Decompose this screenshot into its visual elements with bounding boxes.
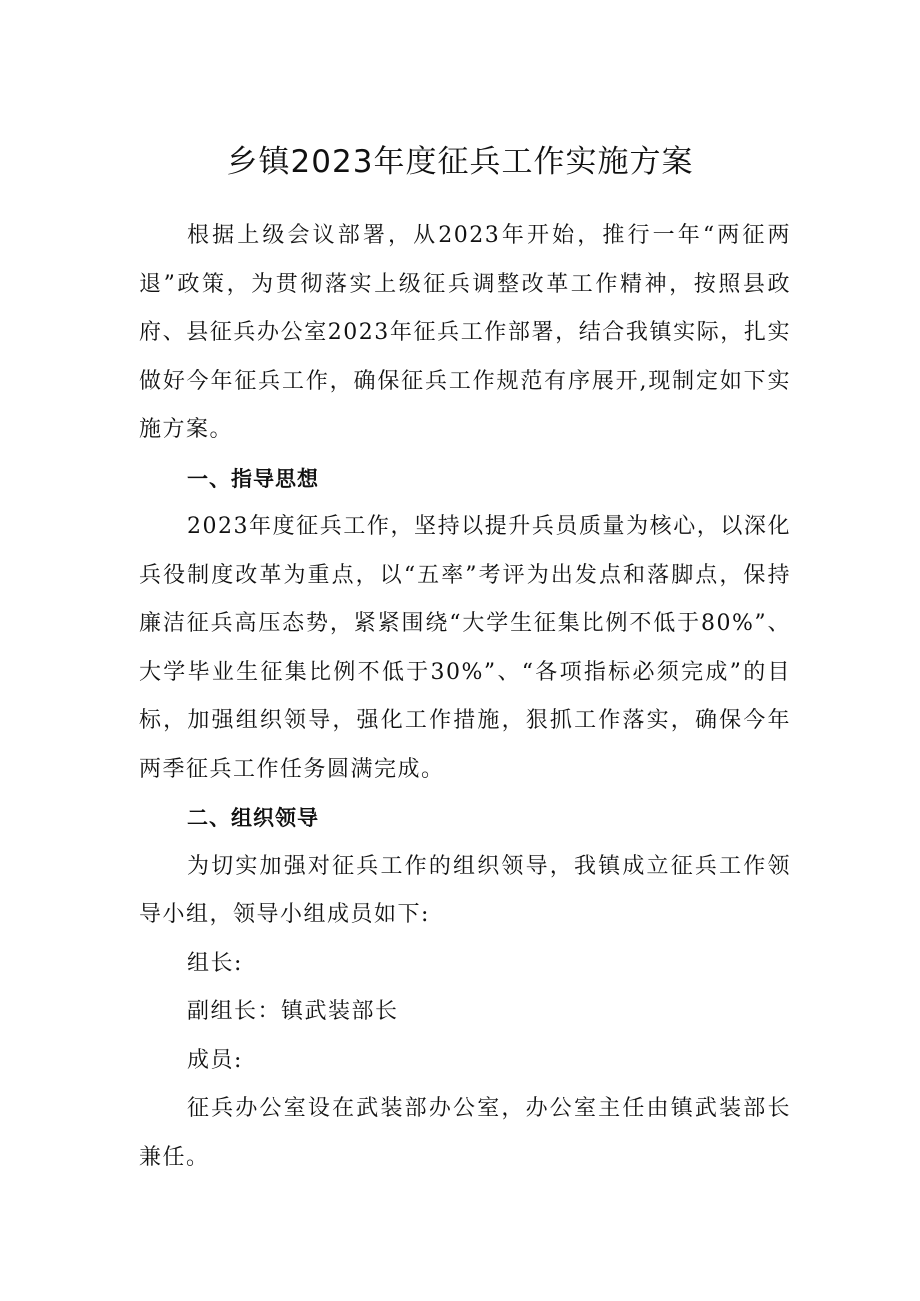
office-paragraph: 征兵办公室设在武装部办公室，办公室主任由镇武装部长兼任。 — [139, 1096, 791, 1170]
section-heading-guiding-ideology: 一、指导思想 — [187, 466, 319, 491]
member-deputy-leader: 副组长：镇武装部长 — [187, 999, 399, 1024]
intro-paragraph: 根据上级会议部署，从2023年开始，推行一年“两征两退”政策，为贯彻落实上级征兵调整改革工作精神，按照县政府、县征兵办公室2023年征兵工作部署，结合我镇实际，扎实做好今年征兵工作，确保征兵工作规范有序展开,现制定如下实施方案。 — [139, 223, 791, 442]
member-members: 成员: — [187, 1047, 243, 1073]
section-heading-organization: 二、组织领导 — [187, 806, 319, 830]
document-title: 乡镇2023年度征兵工作实施方案 — [226, 144, 694, 180]
organization-paragraph: 为切实加强对征兵工作的组织领导，我镇成立征兵工作领导小组，领导小组成员如下: — [139, 853, 791, 927]
guiding-ideology-paragraph: 2023年度征兵工作，坚持以提升兵员质量为核心，以深化兵役制度改革为重点，以“五率”考评为出发点和落脚点，保持廉洁征兵高压态势，紧紧围绕“大学生征集比例不低于80%”、大学毕业生征集比例不低于30%”、“各项指标必须完成”的目标，加强组织领导，强化工作措施，狠抓工作落实，确保今年两季征兵工作任务圆满完成。 — [139, 514, 791, 782]
member-leader: 组长: — [187, 950, 243, 976]
document-body — [139, 212, 791, 1182]
